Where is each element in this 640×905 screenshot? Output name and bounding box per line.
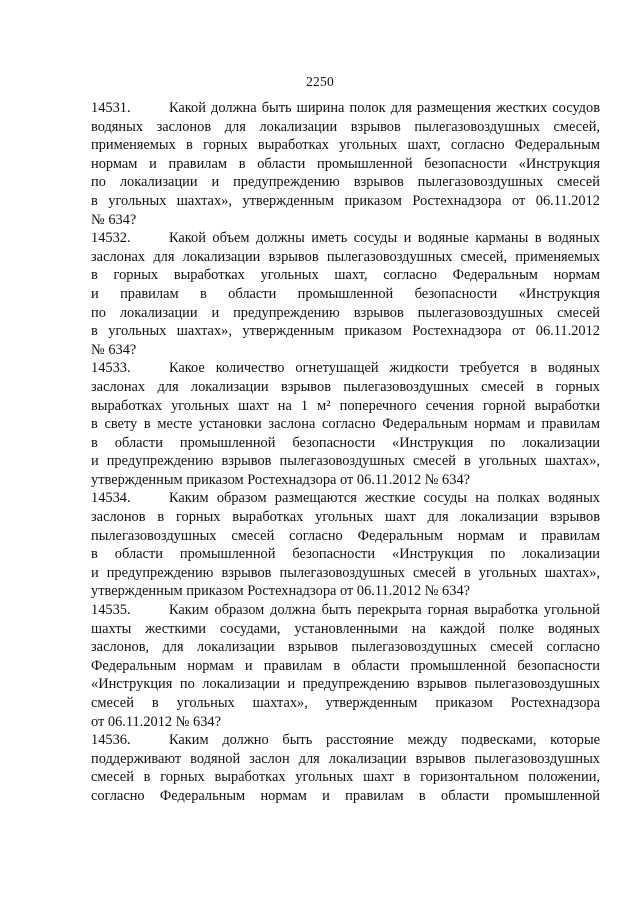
question-text-line: по локализации и предупреждению взрывов пылегазовоздушных смесей (91, 304, 600, 321)
question-text-line: нормам и правилам в области промышленной безопасности «Инструкция (91, 155, 600, 172)
question-14533 (91, 359, 600, 489)
question-14534 (91, 489, 600, 601)
question-number: 14531. (91, 100, 131, 116)
question-text-line: в области промышленной безопасности «Инструкция по локализации (91, 434, 600, 451)
question-text-line: Какой объем должны иметь сосуды и водяные карманы в водяных (169, 230, 600, 247)
question-text-line: пылегазовоздушных смесей согласно Федеральным нормам и правилам (91, 527, 600, 544)
question-14535 (91, 601, 600, 731)
question-14536 (91, 731, 600, 805)
question-text-line: в свету в месте установки заслона согласно Федеральным нормам и правилам (91, 416, 600, 433)
question-14532 (91, 229, 600, 359)
question-text-line: согласно Федеральным нормам и правилам в области промышленной (91, 787, 600, 804)
question-first-line (91, 731, 600, 750)
question-text-line: в горных выработках угольных шахт, согласно Федеральным нормам (91, 267, 600, 284)
question-first-line (91, 601, 600, 620)
question-text-line: в угольных шахтах», утвержденным приказом Ростехнадзора от 06.11.2012 (91, 323, 600, 340)
question-text-line: утвержденным приказом Ростехнадзора от 06.11.2012 № 634? (91, 471, 471, 488)
question-number: 14534. (91, 490, 131, 507)
question-text-line: «Инструкция по локализации и предупреждению взрывов пылегазовоздушных (91, 676, 600, 693)
question-text-line: поддерживают водяной заслон для локализации взрывов пылегазовоздушных (91, 750, 600, 767)
question-number: 14536. (91, 732, 131, 749)
question-text-line: Каким образом должна быть перекрыта горная выработка угольной (169, 602, 600, 619)
question-first-line (91, 489, 600, 508)
question-first-line (91, 99, 600, 118)
question-number: 14535. (91, 602, 131, 619)
question-text-line: заслонах для локализации взрывов пылегазовоздушных смесей, применяемых (91, 248, 600, 265)
question-text-line: и предупреждению взрывов пылегазовоздушных смесей в угольных шахтах», (91, 453, 600, 470)
question-text-line: смесей в угольных шахтах», утвержденным приказом Ростехнадзора (91, 695, 600, 711)
question-text-line: № 634? (91, 341, 137, 358)
question-text-line: от 06.11.2012 № 634? (91, 713, 222, 730)
page-number: 2250 (306, 74, 334, 89)
question-text-line: применяемых в горных выработках угольных шахт, согласно Федеральным (91, 137, 600, 154)
question-text-line: Каким образом размещаются жесткие сосуды на полках водяных (169, 490, 600, 507)
question-number: 14532. (91, 230, 131, 247)
question-text-line: заслонов, для локализации взрывов пылегазовоздушных смесей согласно (91, 639, 600, 656)
question-first-line (91, 359, 600, 378)
question-text-line: выработках угольных шахт на 1 м² поперечного сечения горной выработки (91, 397, 600, 414)
question-text-line: Федеральным нормам и правилам в области промышленной безопасности (91, 657, 600, 674)
question-text-line: № 634? (91, 211, 137, 228)
question-text-line: Каким должно быть расстояние между подвесками, которые (169, 732, 600, 749)
question-text-line: утвержденным приказом Ростехнадзора от 06.11.2012 № 634? (91, 583, 471, 600)
question-text-line: и предупреждению взрывов пылегазовоздушных смесей в угольных шахтах», (91, 564, 600, 581)
question-text-line: в угольных шахтах», утвержденным приказом Ростехнадзора от 06.11.2012 (91, 192, 600, 209)
question-text-line: по локализации и предупреждению взрывов пылегазовоздушных смесей (91, 174, 600, 191)
question-text-line: заслонов в горных выработках угольных шахт для локализации взрывов (91, 509, 600, 526)
question-text-line: и правилам в области промышленной безопасности «Инструкция (91, 285, 600, 302)
question-text-line: Какое количество огнетушащей жидкости требуется в водяных (169, 360, 600, 377)
question-text-line: шахты жесткими сосудами, установленными на каждой полке водяных (91, 620, 600, 637)
question-text-line: заслонах для локализации взрывов пылегазовоздушных смесей в горных (91, 378, 600, 395)
question-14531 (91, 99, 600, 229)
question-text-line: водяных заслонов для локализации взрывов пылегазовоздушных смесей, (91, 118, 600, 135)
question-text-line: Какой должна быть ширина полок для размещения жестких сосудов (169, 100, 600, 116)
question-text-line: смесей в горных выработках угольных шахт в горизонтальном положении, (91, 769, 600, 786)
question-text-line: в области промышленной безопасности «Инструкция по локализации (91, 546, 600, 563)
document-body (91, 99, 600, 806)
question-number: 14533. (91, 360, 131, 377)
question-first-line (91, 229, 600, 248)
